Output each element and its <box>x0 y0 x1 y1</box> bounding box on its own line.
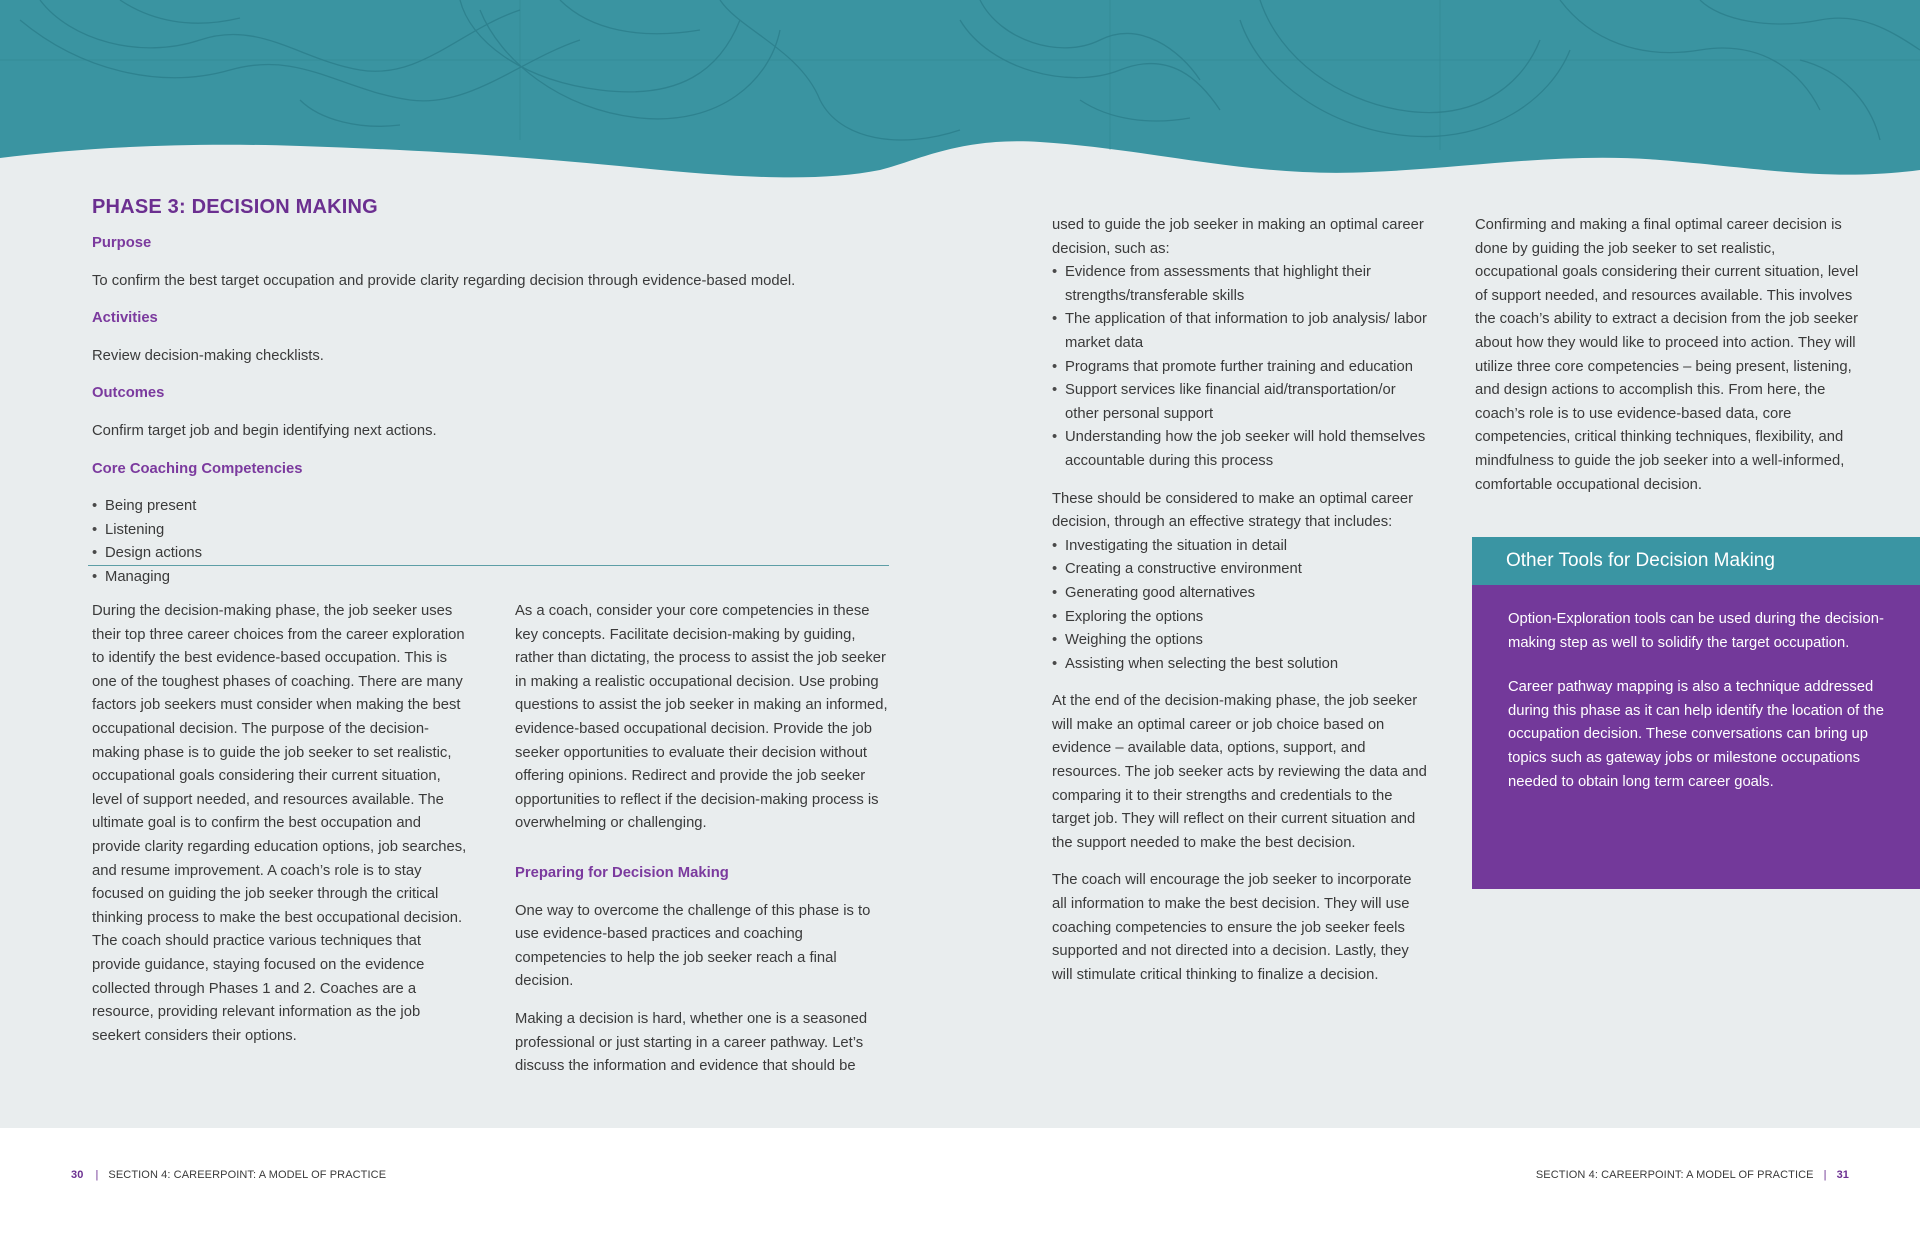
list-item: • Weighing the options <box>1052 629 1430 653</box>
confirming-paragraph: Confirming and making a final optimal career decision is done by guiding the job seeker to set realistic, occupational goals considering their current situation, level of support needed, and resources available. This involves the coach’s ability to extract a decision from the job seeker about how they would like to proceed into action. They will utilize three core competencies – being present, listening, and design actions to accomplish this. From here, the coach’s role is to use evidence-based data, core competencies, critical thinking techniques, flexibility, and mindfulness to guide the job seeker into a well-informed, comfortable occupational decision. <box>1475 217 1859 493</box>
preparing-heading: Preparing for Decision Making <box>515 864 729 881</box>
evidence-intro: used to guide the job seeker in making an optimal career decision, such as: <box>1052 217 1424 257</box>
sidebar-title: Other Tools for Decision Making <box>1472 537 1920 585</box>
list-item: • Exploring the options <box>1052 606 1430 630</box>
footer-section-right: SECTION 4: CAREERPOINT: A MODEL OF PRACTICE <box>1535 1169 1814 1181</box>
page-number-right: 31 <box>1836 1169 1849 1181</box>
decision-phase-paragraph: During the decision-making phase, the job seeker uses their top three career choices from the career exploration to identify the best evidence-based occupation. This is one of the toughest phases of coaching. There are many factors job seekers must consider when making the best occupational decision. The purpose of the decision-making phase is to guide the job seeker to set realistic, occupational goals considering their current situation, level of support needed, and resources available. The ultimate goal is to confirm the best occupation and provide clarity regarding education options, job searches, and resume improvement. A coach’s role is to stay focused on guiding the job seeker through the critical thinking process to make the best occupational decision. The coach should practice various techniques that provide guidance, staying focused on the evidence collected through Phases 1 and 2. Coaches are a resource, providing relevant information as the job seekert considers their options. <box>92 603 467 1044</box>
footer-separator: | <box>1823 1169 1827 1181</box>
body-column-1 <box>92 600 468 1062</box>
list-item: • Generating good alternatives <box>1052 582 1430 606</box>
competencies-heading: Core Coaching Competencies <box>92 460 303 477</box>
footer-left <box>71 1169 386 1181</box>
page-number-left: 30 <box>71 1169 84 1181</box>
phase-title: PHASE 3: DECISION MAKING <box>92 196 378 218</box>
coach-paragraph: As a coach, consider your core competencies in these key concepts. Facilitate decision-making by guiding, rather than dictating, the process to assist the job seeker in making a realistic occupational decision. Use probing questions to assist the job seeker in making an informed, evidence-based occupational decision. Provide the job seeker opportunities to evaluate their decision without offering opinions. Redirect and provide the job seeker opportunities to reflect if the decision-making process is overwhelming or challenging. <box>515 603 888 832</box>
strategy-intro: These should be considered to make an optimal career decision, through an effective strategy that includes: <box>1052 490 1414 531</box>
list-item: • Programs that promote further training and education <box>1052 356 1430 380</box>
body-column-3 <box>1052 214 1430 1001</box>
list-item: • Assisting when selecting the best solution <box>1052 653 1430 677</box>
list-item: • Creating a constructive environment <box>1052 558 1430 582</box>
list-item: • Support services like financial aid/transportation/or other personal support <box>1052 379 1430 426</box>
end-of-phase-paragraph: At the end of the decision-making phase, the job seeker will make an optimal career or job choice based on evidence – available data, options, support, and resources. The job seeker acts by reviewing the data and comparing it to their strengths and credentials to the target job. They will reflect on their current situation and the support needed to make the best decision. <box>1052 693 1427 851</box>
list-item: • Design actions <box>92 542 892 566</box>
activities-text: Review decision-making checklists. <box>92 347 324 364</box>
sidebar-paragraph: Option-Exploration tools can be used during the decision-making step as well to solidify the target occupation. <box>1508 611 1884 651</box>
outcomes-heading: Outcomes <box>92 385 165 402</box>
section-divider <box>88 565 889 566</box>
purpose-heading: Purpose <box>92 235 152 251</box>
activities-heading: Activities <box>92 310 158 327</box>
sidebar-box <box>1472 585 1920 889</box>
competencies-list <box>92 495 892 589</box>
preparing-paragraph: One way to overcome the challenge of this phase is to use evidence-based practices and coaching competencies to help the job seeker reach a final decision. <box>515 902 871 990</box>
footer-right <box>1536 1169 1849 1181</box>
strategy-list <box>1052 535 1430 677</box>
footer-separator: | <box>95 1169 99 1181</box>
outcomes-text: Confirm target job and begin identifying next actions. <box>92 422 437 439</box>
list-item: • Being present <box>92 495 892 519</box>
list-item: • Managing <box>92 566 892 590</box>
evidence-list <box>1052 261 1430 473</box>
list-item: • Investigating the situation in detail <box>1052 535 1430 559</box>
making-decision-paragraph: Making a decision is hard, whether one is a seasoned professional or just starting in a career pathway. Let’s discuss the information and evidence that should be <box>515 1010 868 1075</box>
body-column-4 <box>1475 214 1861 511</box>
coach-encourage-paragraph: The coach will encourage the job seeker to incorporate all information to make the best decision. They will use coaching competencies to ensure the job seeker feels supported and not directed into a decision. Lastly, they will stimulate critical thinking to finalize a decision. <box>1052 872 1412 983</box>
topographic-header-banner <box>0 0 1920 185</box>
body-column-2 <box>515 600 893 1093</box>
list-item: • The application of that information to job analysis/ labor market data <box>1052 308 1430 355</box>
footer-section-left: SECTION 4: CAREERPOINT: A MODEL OF PRACTICE <box>108 1169 387 1181</box>
sidebar-paragraph: Career pathway mapping is also a technique addressed during this phase as it can help identify the location of the occupation decision. These conversations can bring up topics such as gateway jobs or milestone occupations needed to obtain long term career goals. <box>1508 679 1884 790</box>
list-item: • Listening <box>92 519 892 543</box>
list-item: • Understanding how the job seeker will hold themselves accountable during this process <box>1052 426 1430 473</box>
list-item: • Evidence from assessments that highlight their strengths/transferable skills <box>1052 261 1430 308</box>
purpose-text: To confirm the best target occupation and provide clarity regarding decision through evidence-based model. <box>92 272 796 289</box>
phase-summary <box>92 232 892 604</box>
